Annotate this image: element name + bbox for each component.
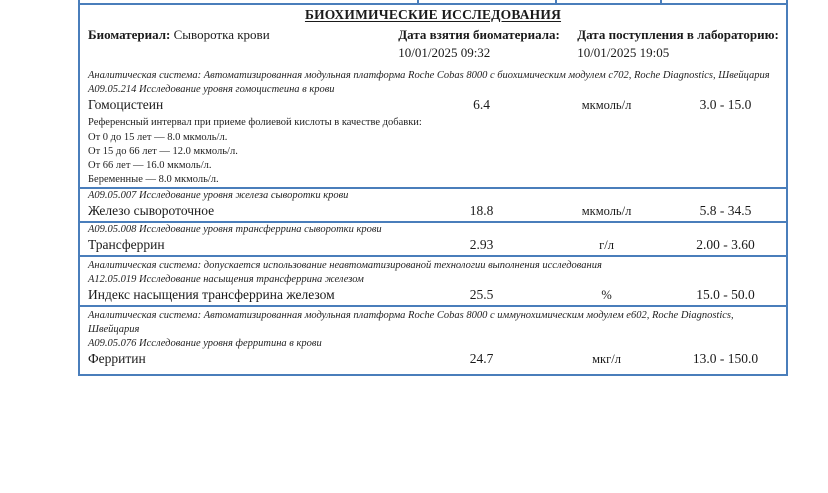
analytical-system-note: Аналитическая система: допускается использование неавтоматизированой технологии выполнения исследования xyxy=(88,259,602,271)
analyte-name: Трансферрин xyxy=(88,236,165,252)
column-divider-2 xyxy=(555,0,557,3)
analyte-name: Индекс насыщения трансферрина железом xyxy=(88,287,335,303)
date-received-value: 10/01/2025 19:05 xyxy=(577,45,670,60)
analyte-reference-range: 5.8 - 34.5 xyxy=(699,202,752,218)
date-taken-value: 10/01/2025 09:32 xyxy=(398,45,491,60)
analyte-group xyxy=(80,67,786,187)
analyte-group xyxy=(80,307,786,369)
analyte-row xyxy=(80,350,786,369)
analyte-group-list xyxy=(80,67,786,374)
biochemistry-report-table xyxy=(78,0,788,376)
analytical-system-note: Аналитическая система: Автоматизированная модульная платформа Roche Cobas 8000 с иммунохимическим модулем e602, Roche Diagnostics, Швейцария xyxy=(88,310,734,335)
analyte-group xyxy=(80,223,786,255)
date-taken-label: Дата взятия биоматериала: xyxy=(398,27,560,42)
reference-interval-block xyxy=(80,115,786,186)
analyte-value: 2.93 xyxy=(469,236,494,252)
analyte-row xyxy=(80,236,786,255)
reference-interval-heading: Референсный интервал при приеме фолиевой кислоты в качестве добавки: xyxy=(88,117,422,129)
analyte-value: 24.7 xyxy=(469,351,494,367)
analyte-unit: мкмоль/л xyxy=(581,98,632,113)
analyte-group xyxy=(80,189,786,221)
biomaterial-value: Сыворотка крови xyxy=(173,27,270,42)
analyte-name: Железо сывороточное xyxy=(88,202,215,218)
reference-interval-line: Беременные — 8.0 мкмоль/л. xyxy=(88,173,219,185)
section-title: БИОХИМИЧЕСКИЕ ИССЛЕДОВАНИЯ xyxy=(304,7,562,22)
analyte-unit: г/л xyxy=(599,237,614,252)
analyte-group xyxy=(80,257,786,305)
biomaterial-label: Биоматериал: xyxy=(88,27,171,42)
column-divider-1 xyxy=(417,0,419,3)
analyte-value: 25.5 xyxy=(469,287,494,303)
report-meta xyxy=(80,26,786,67)
analyte-name: Ферритин xyxy=(88,351,146,367)
meta-date-received xyxy=(577,27,786,61)
column-divider-3 xyxy=(660,0,662,3)
analyte-row xyxy=(80,96,786,115)
analyte-reference-range: 13.0 - 150.0 xyxy=(692,351,759,367)
analyte-unit: мкмоль/л xyxy=(581,203,632,218)
analyte-code: A09.05.076 Исследование уровня ферритина в крови xyxy=(88,338,322,350)
analyte-code: A12.05.019 Исследование насыщения трансферрина железом xyxy=(88,274,364,286)
analyte-reference-range: 2.00 - 3.60 xyxy=(696,236,755,252)
analyte-code: A09.05.214 Исследование уровня гомоцистеина в крови xyxy=(88,84,335,96)
analytical-system-note: Аналитическая система: Автоматизированная модульная платформа Roche Cobas 8000 с биохимическим модулем c702, Roche Diagnostics, Швейцария xyxy=(88,70,770,81)
analyte-code: A09.05.008 Исследование уровня трансферрина сыворотки крови xyxy=(88,223,382,235)
reference-interval-line: От 15 до 66 лет — 12.0 мкмоль/л. xyxy=(88,145,238,157)
meta-date-taken xyxy=(398,27,577,61)
analyte-code: A09.05.007 Исследование уровня железа сыворотки крови xyxy=(88,189,349,201)
reference-interval-line: От 0 до 15 лет — 8.0 мкмоль/л. xyxy=(88,131,228,143)
analyte-name: Гомоцистеин xyxy=(88,97,164,113)
analyte-unit: % xyxy=(601,288,612,303)
meta-biomaterial xyxy=(88,27,398,61)
table-header-strip-partial xyxy=(80,0,786,5)
analyte-unit: мкг/л xyxy=(592,352,621,367)
reference-interval-line: От 66 лет — 16.0 мкмоль/л. xyxy=(88,159,212,171)
analyte-value: 6.4 xyxy=(473,97,491,113)
analyte-value: 18.8 xyxy=(469,202,494,218)
analyte-row xyxy=(80,202,786,221)
date-received-label: Дата поступления в лабораторию: xyxy=(577,27,779,42)
analyte-reference-range: 15.0 - 50.0 xyxy=(696,287,755,303)
table-bottom-padding xyxy=(80,369,786,374)
analyte-row xyxy=(80,286,786,305)
analyte-reference-range: 3.0 - 15.0 xyxy=(699,97,752,113)
